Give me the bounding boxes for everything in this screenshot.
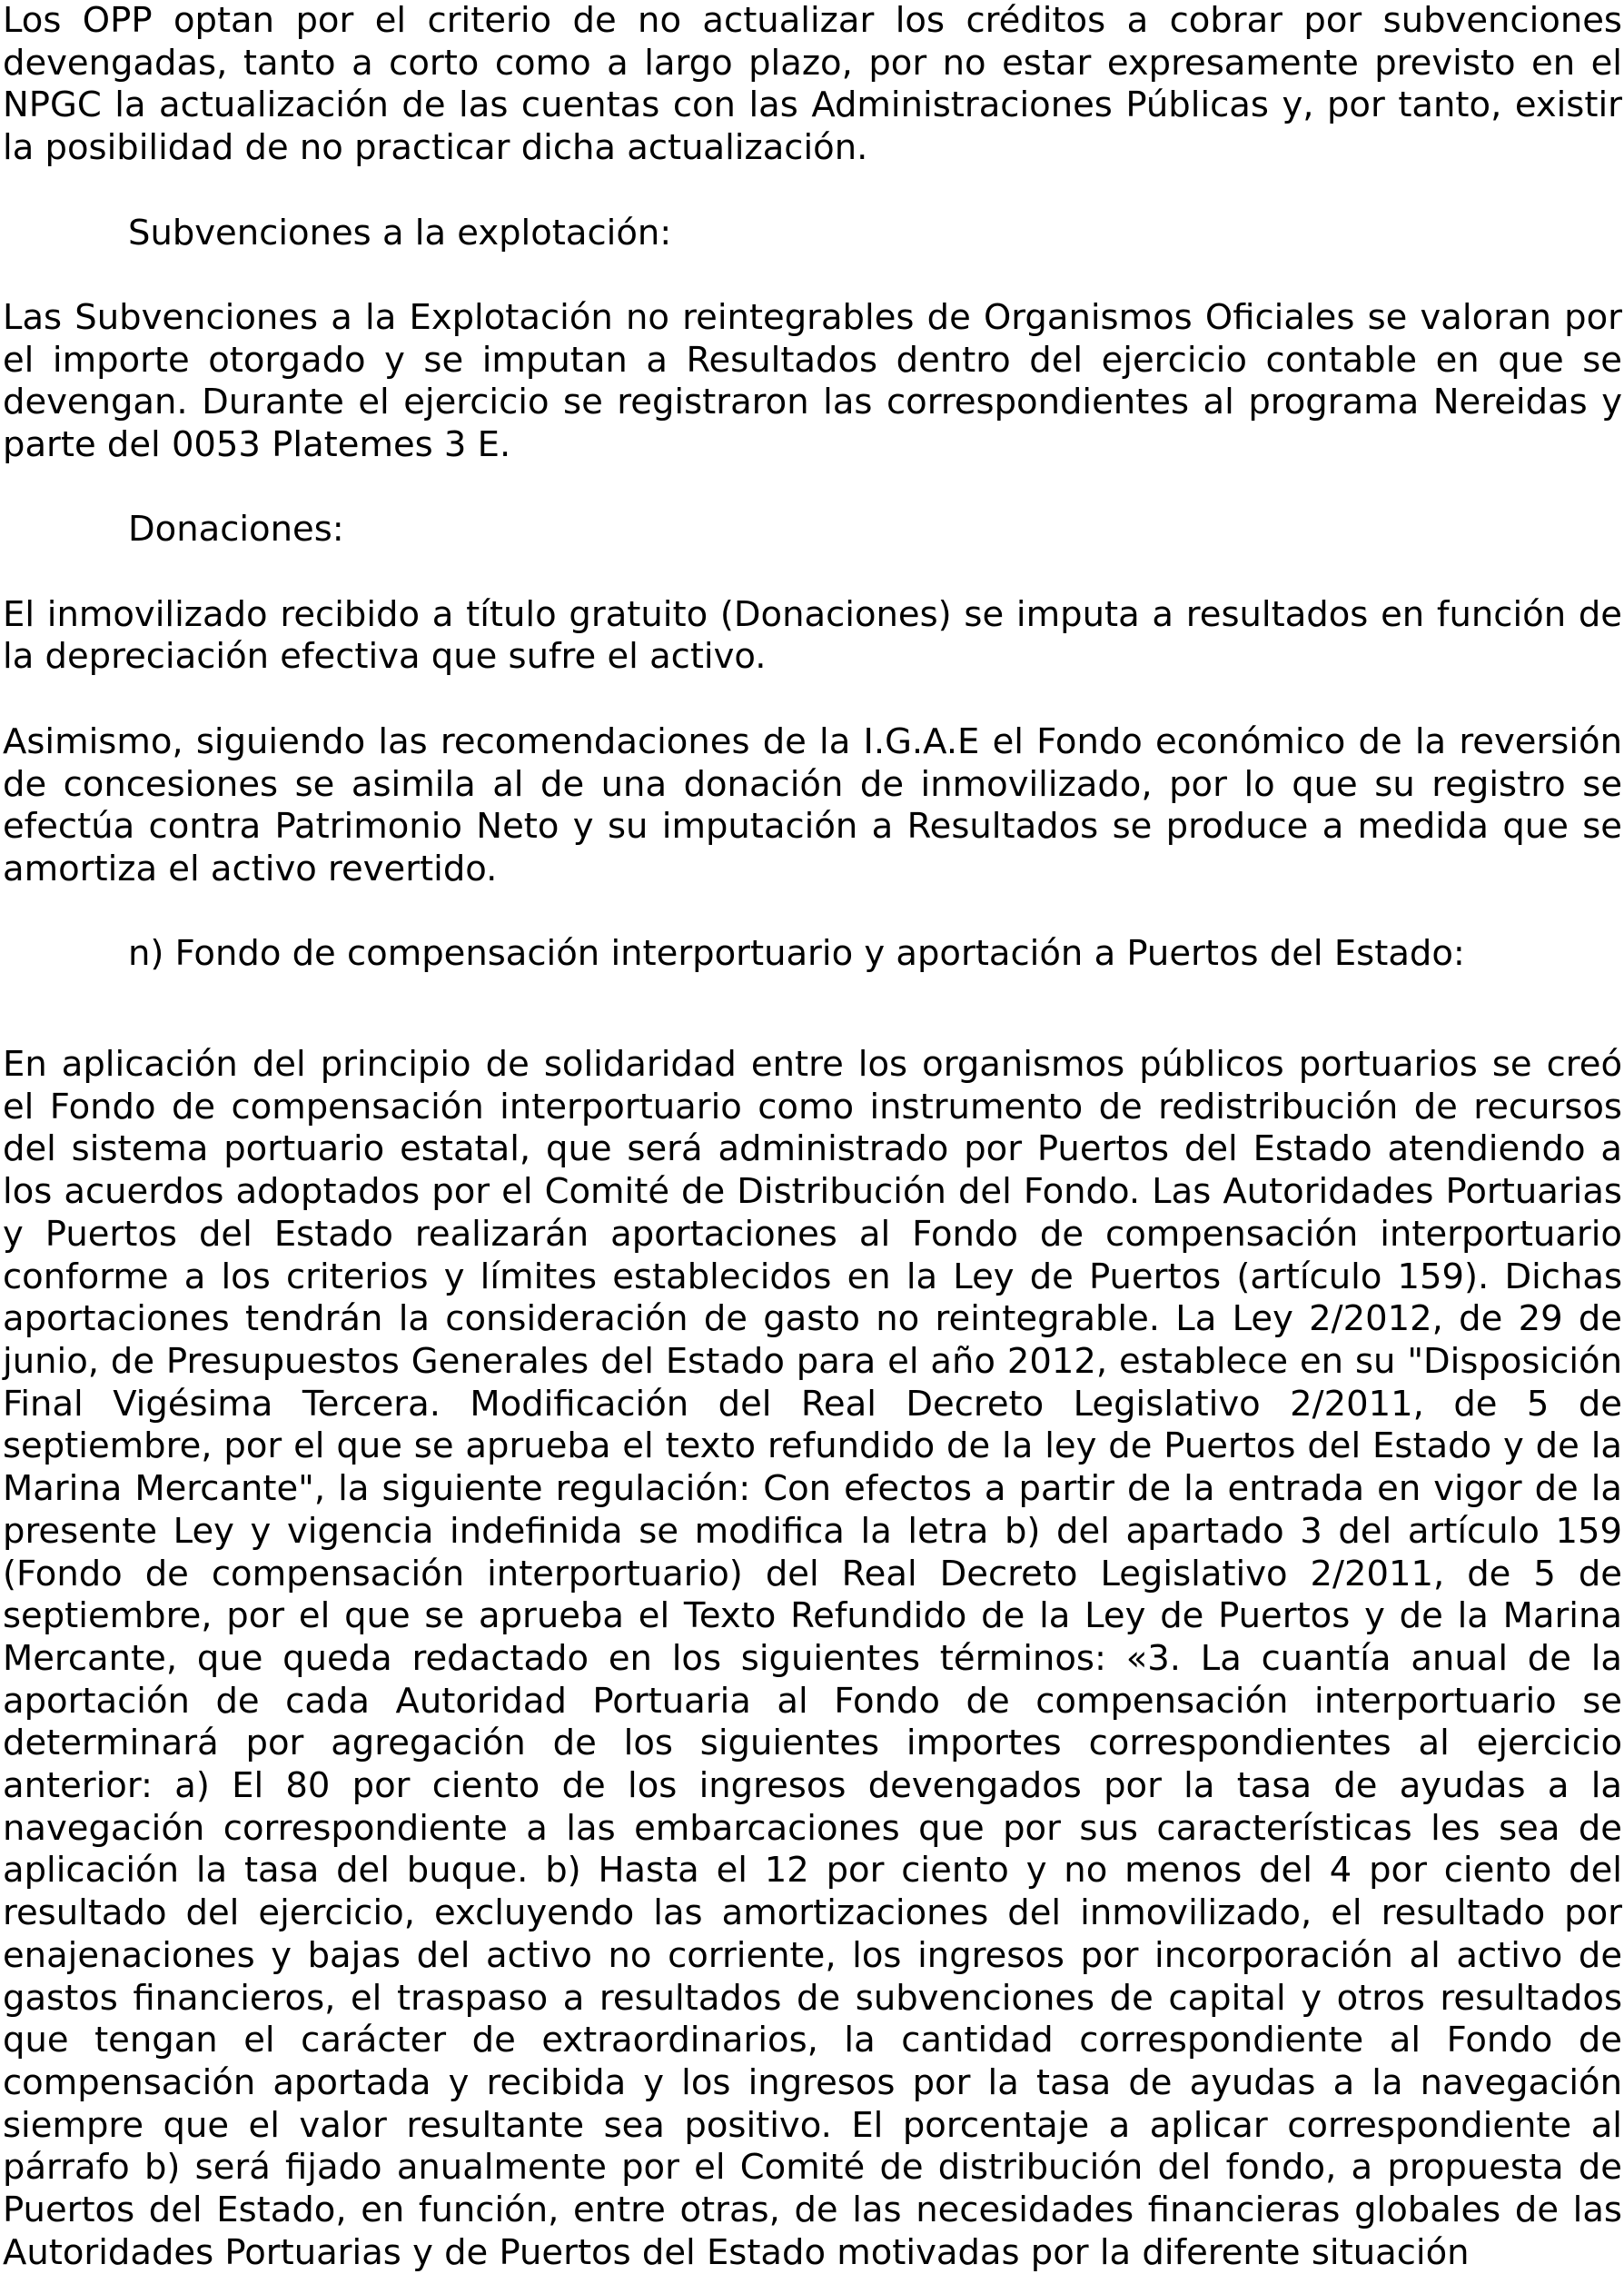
paragraph-donaciones: El inmovilizado recibido a título gratuito (Donaciones) se imputa a resultados en función de la depreciación efectiva que sufre el activo.	[3, 593, 1622, 678]
spacer	[3, 976, 1622, 1044]
spacer	[3, 679, 1622, 721]
heading-subvenciones-explotacion: Subvenciones a la explotación:	[128, 212, 672, 253]
spacer	[3, 551, 1622, 594]
spacer	[3, 891, 1622, 934]
document-page	[3, 0, 1622, 2274]
paragraph-actualizacion-creditos: Los OPP optan por el criterio de no actualizar los créditos a cobrar por subvenciones devengadas, tanto a corto como a largo plazo, por no estar expresamente previsto en el NPGC la actualización de las cuentas con las Administraciones Públicas y, por tanto, existir la posibilidad de no practicar dicha actualización.	[3, 0, 1622, 169]
paragraph-subvenciones-explotacion: Las Subvenciones a la Explotación no reintegrables de Organismos Oficiales se valoran por el importe otorgado y se imputan a Resultados dentro del ejercicio contable en que se devengan. Durante el ejercicio se registraron las correspondientes al programa Nereidas y parte del 0053 Platemes 3 E.	[3, 296, 1622, 465]
paragraph-fondo-compensacion: En aplicación del principio de solidaridad entre los organismos públicos portuarios se creó el Fondo de compensación interportuario como instrumento de redistribución de recursos del sistema portuario estatal, que será administrado por Puertos del Estado atendiendo a los acuerdos adoptados por el Comité de Distribución del Fondo. Las Autoridades Portuarias y Puertos del Estado realizarán aportaciones al Fondo de compensación interportuario conforme a los criterios y límites establecidos en la Ley de Puertos (artículo 159). Dichas aportaciones tendrán la consideración de gasto no reintegrable. La Ley 2/2012, de 29 de junio, de Presupuestos Generales del Estado para el año 2012, establece en su "Disposición Final Vigésima Tercera. Modificación del Real Decreto Legislativo 2/2011, de 5 de septiembre, por el que se aprueba el texto refundido de la ley de Puertos del Estado y de la Marina Mercante", la siguiente regulación: Con efectos a partir de la entrada en vigor de la presente Ley y vigencia indefinida se modifica la letra b) del apartado 3 del artículo 159 (Fondo de compensación interportuario) del Real Decreto Legislativo 2/2011, de 5 de septiembre, por el que se aprueba el Texto Refundido de la Ley de Puertos y de la Marina Mercante, que queda redactado en los siguientes términos: «3. La cuantía anual de la aportación de cada Autoridad Portuaria al Fondo de compensación interportuario se determinará por agregación de los siguientes importes correspondientes al ejercicio anterior: a) El 80 por ciento de los ingresos devengados por la tasa de ayudas a la navegación correspondiente a las embarcaciones que por sus características les sea de aplicación la tasa del buque. b) Hasta el 12 por ciento y no menos del 4 por ciento del resultado del ejercicio, excluyendo las amortizaciones del inmovilizado, el resultado por enajenaciones y bajas del activo no corriente, los ingresos por incorporación al activo de gastos financieros, el traspaso a resultados de subvenciones de capital y otros resultados que tengan el carácter de extraordinarios, la cantidad correspondiente al Fondo de compensación aportada y recibida y los ingresos por la tasa de ayudas a la navegación siempre que el valor resultante sea positivo. El porcentaje a aplicar correspondiente al párrafo b) será fijado anualmente por el Comité de distribución del fondo, a propuesta de Puertos del Estado, en función, entre otras, de las necesidades financieras globales de las Autoridades Portuarias y de Puertos del Estado motivadas por la diferente situación	[3, 1044, 1622, 2273]
heading-donaciones: Donaciones:	[128, 509, 344, 551]
heading-fondo-compensacion: n) Fondo de compensación interportuario y aportación a Puertos del Estado:	[128, 933, 1465, 975]
spacer	[3, 170, 1622, 213]
paragraph-reversion-concesiones: Asimismo, siguiendo las recomendaciones de la I.G.A.E el Fondo económico de la reversión de concesiones se asimila al de una donación de inmovilizado, por lo que su registro se efectúa contra Patrimonio Neto y su imputación a Resultados se produce a medida que se amortiza el activo revertido.	[3, 720, 1622, 889]
spacer	[3, 467, 1622, 510]
spacer	[3, 254, 1622, 297]
